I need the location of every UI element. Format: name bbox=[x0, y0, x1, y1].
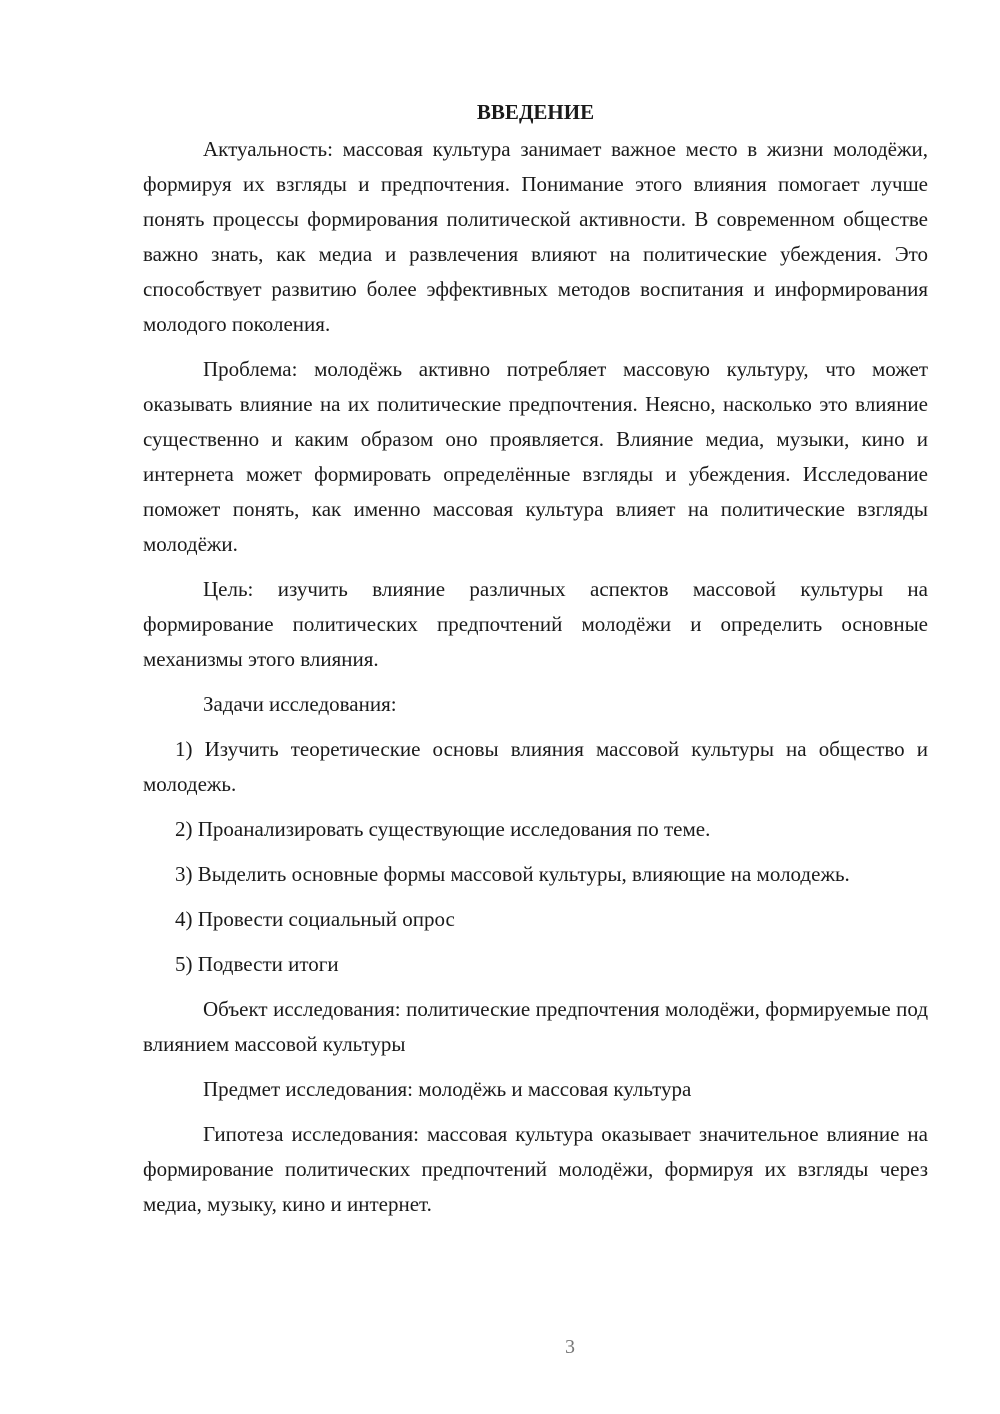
paragraph-goal: Цель: изучить влияние различных аспектов массовой культуры на формирование политических предпочтений молодёжи и определить основные механизмы этого влияния. bbox=[143, 577, 928, 671]
task-item-1: 1) Изучить теоретические основы влияния массовой культуры на общество и молодежь. bbox=[143, 737, 928, 796]
paragraph-tasks-heading: Задачи исследования: bbox=[203, 692, 397, 716]
page-content bbox=[143, 96, 928, 1232]
task-item-2: 2) Проанализировать существующие исследования по теме. bbox=[175, 817, 711, 841]
paragraph-hypothesis: Гипотеза исследования: массовая культура оказывает значительное влияние на формирование политических предпочтений молодёжи, формируя их взгляды через медиа, музыку, кино и интернет. bbox=[143, 1122, 928, 1216]
page-number: 3 bbox=[565, 1336, 575, 1358]
paragraph-relevance: Актуальность: массовая культура занимает важное место в жизни молодёжи, формируя их взгляды и предпочтения. Понимание этого влияния помогает лучше понять процессы формирования политической активности. В современном обществе важно знать, как медиа и развлечения влияют на политические убеждения. Это способствует развитию более эффективных методов воспитания и информирования молодого поколения. bbox=[143, 137, 928, 336]
task-item-4: 4) Провести социальный опрос bbox=[175, 907, 455, 931]
task-item-3: 3) Выделить основные формы массовой культуры, влияющие на молодежь. bbox=[175, 862, 850, 886]
paragraph-object: Объект исследования: политические предпочтения молодёжи, формируемые под влиянием массовой культуры bbox=[143, 997, 928, 1056]
task-item-5: 5) Подвести итоги bbox=[175, 952, 339, 976]
section-title: ВВЕДЕНИЕ bbox=[476, 100, 595, 124]
paragraph-problem: Проблема: молодёжь активно потребляет массовую культуру, что может оказывать влияние на их политические предпочтения. Неясно, насколько это влияние существенно и каким образом оно проявляется. Влияние медиа, музыки, кино и интернета может формировать определённые взгляды и убеждения. Исследование поможет понять, как именно массовая культура влияет на политические взгляды молодёжи. bbox=[143, 357, 928, 556]
paragraph-subject: Предмет исследования: молодёжь и массовая культура bbox=[203, 1077, 692, 1101]
